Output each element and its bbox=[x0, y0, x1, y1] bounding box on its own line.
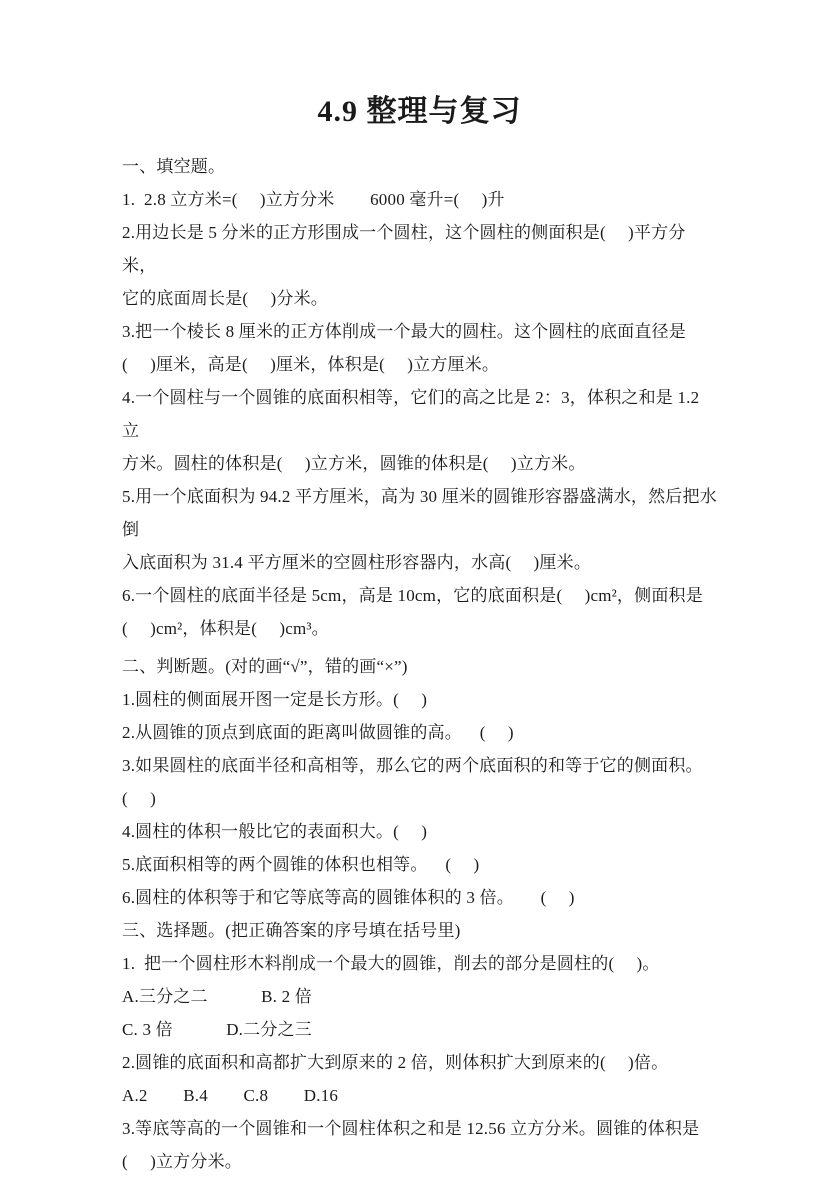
question-line: 1.圆柱的侧面展开图一定是长方形。( ) bbox=[122, 690, 428, 709]
question-line: ( ) bbox=[122, 789, 156, 808]
question-line: ( )厘米，高是( )厘米，体积是( )立方厘米。 bbox=[122, 355, 500, 374]
question-line: 4.一个圆柱与一个圆锥的底面积相等，它们的高之比是 2：3，体积之和是 1.2 立 bbox=[122, 388, 704, 440]
question-line: 4.圆柱的体积一般比它的表面积大。( ) bbox=[122, 822, 428, 841]
question-line: 1. 把一个圆柱形木料削成一个最大的圆锥，削去的部分是圆柱的( )。 bbox=[122, 954, 660, 973]
question-line: ( )立方分米。 bbox=[122, 1152, 242, 1171]
question-line: ( )cm²，体积是( )cm³。 bbox=[122, 619, 329, 638]
question-line: 入底面积为 31.4 平方厘米的空圆柱形容器内，水高( )厘米。 bbox=[122, 553, 592, 572]
question-line: 5.底面积相等的两个圆锥的体积也相等。 ( ) bbox=[122, 855, 480, 874]
question-line: 3.如果圆柱的底面半径和高相等，那么它的两个底面积的和等于它的侧面积。 bbox=[122, 756, 703, 775]
question-line: 1. 2.8 立方米=( )立方分米 6000 毫升=( )升 bbox=[122, 190, 505, 209]
section-fill-in-blanks bbox=[122, 150, 717, 645]
question-line: 方米。圆柱的体积是( )立方米，圆锥的体积是( )立方米。 bbox=[122, 454, 586, 473]
choice-line: C. 3 倍 D.二分之三 bbox=[122, 1020, 312, 1039]
question-line: 2.圆锥的底面积和高都扩大到原来的 2 倍，则体积扩大到原来的( )倍。 bbox=[122, 1053, 669, 1072]
choice-line: A.2 B.4 C.8 D.16 bbox=[122, 1086, 339, 1105]
section-1-heading: 一、填空题。 bbox=[122, 157, 226, 176]
question-line: 6.圆柱的体积等于和它等底等高的圆锥体积的 3 倍。 ( ) bbox=[122, 888, 575, 907]
question-line: 2.从圆锥的顶点到底面的距离叫做圆锥的高。 ( ) bbox=[122, 723, 514, 742]
question-line: 5.用一个底面积为 94.2 平方厘米，高为 30 厘米的圆锥形容器盛满水，然后把水倒 bbox=[122, 487, 717, 539]
section-true-false bbox=[122, 650, 717, 914]
section-2-heading: 二、判断题。(对的画“√”，错的画“×”) bbox=[122, 657, 408, 676]
question-line: 它的底面周长是( )分米。 bbox=[122, 289, 328, 308]
section-3-heading: 三、选择题。(把正确答案的序号填在括号里) bbox=[122, 921, 461, 940]
page-title: 4.9 整理与复习 bbox=[317, 95, 522, 128]
question-line: 6.一个圆柱的底面半径是 5cm，高是 10cm，它的底面积是( )cm²，侧面积是 bbox=[122, 586, 703, 605]
question-line: 3.把一个棱长 8 厘米的正方体削成一个最大的圆柱。这个圆柱的底面直径是 bbox=[122, 322, 686, 341]
question-line: 3.等底等高的一个圆锥和一个圆柱体积之和是 12.56 立方分米。圆锥的体积是 bbox=[122, 1119, 700, 1138]
section-multiple-choice bbox=[122, 914, 717, 1178]
choice-line: A.三分之二 B. 2 倍 bbox=[122, 987, 312, 1006]
question-line: 2.用边长是 5 分米的正方形围成一个圆柱，这个圆柱的侧面积是( )平方分米， bbox=[122, 223, 686, 275]
